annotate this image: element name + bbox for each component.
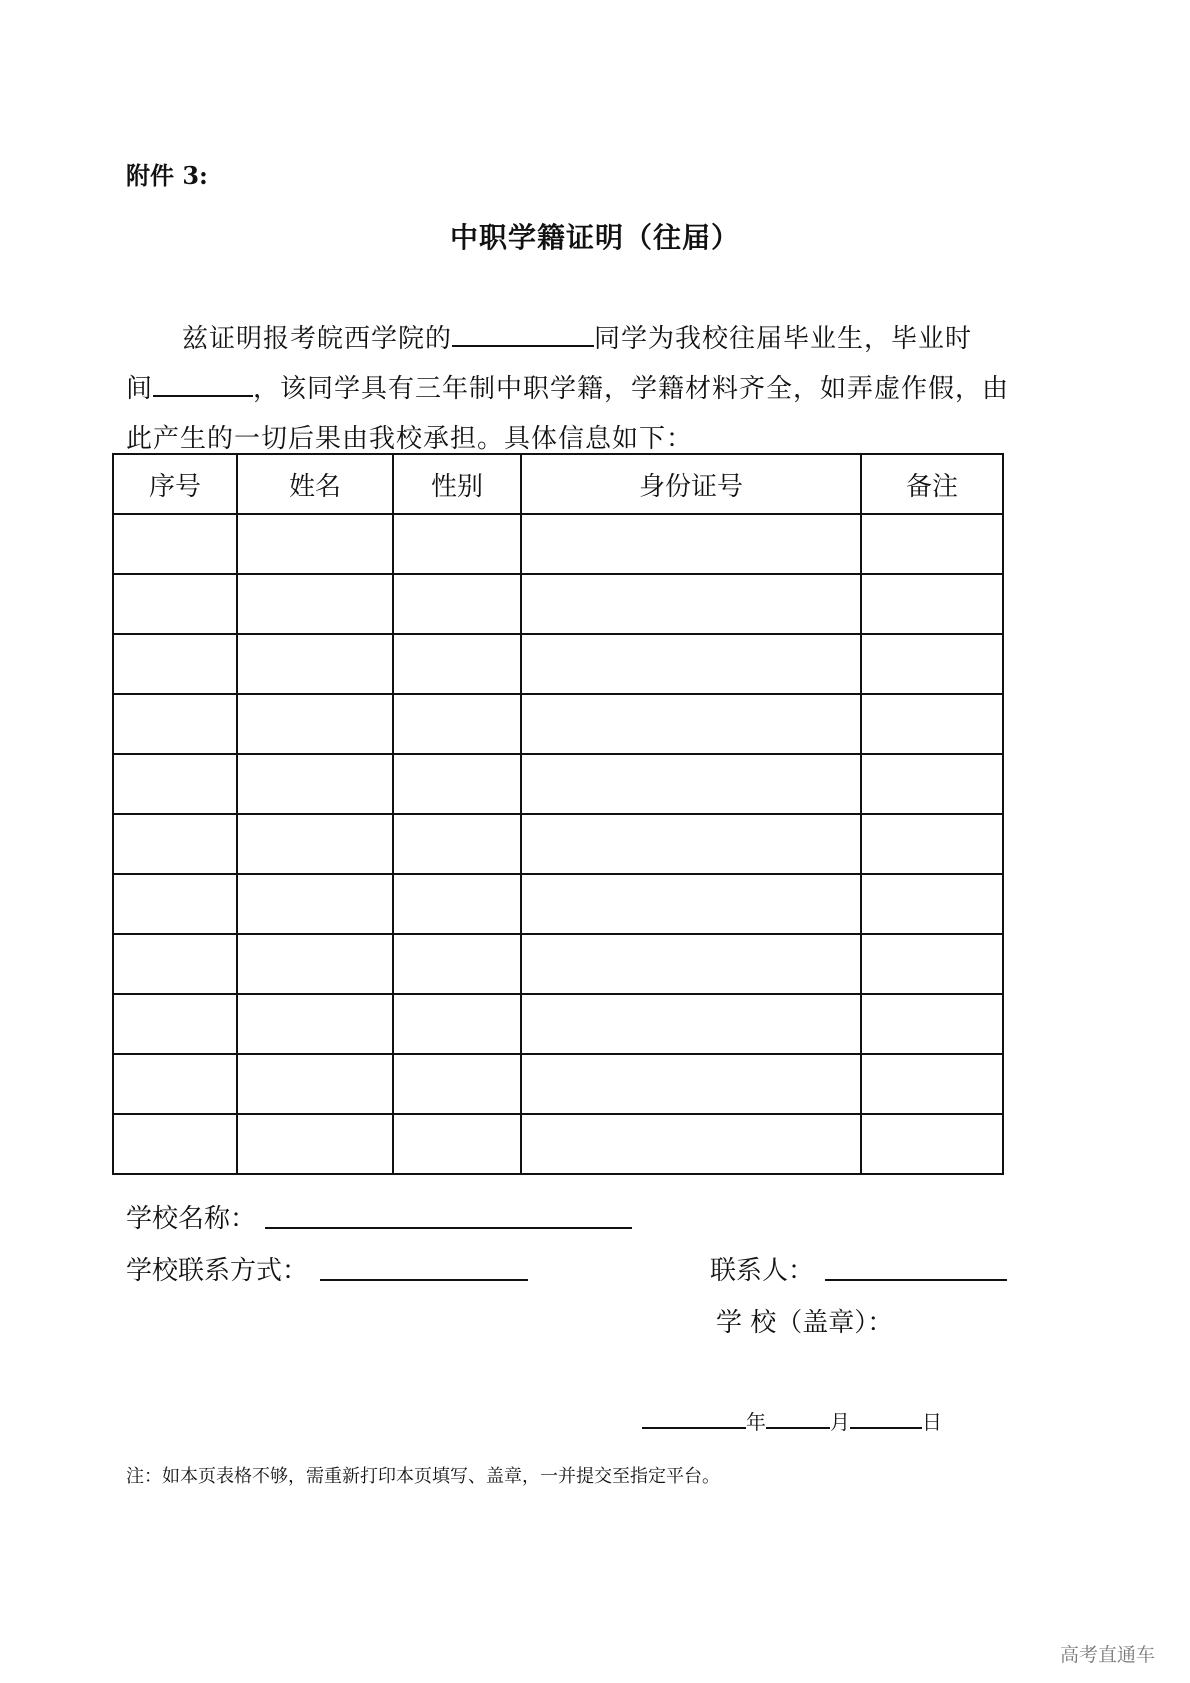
student-name-blank[interactable] [452,321,594,347]
table-header-row [113,454,1003,514]
cell-remarks[interactable] [861,874,1003,934]
cell-index[interactable] [113,814,237,874]
cell-name[interactable] [237,694,393,754]
cell-remarks[interactable] [861,514,1003,574]
cell-index[interactable] [113,754,237,814]
body-text: 间 [126,374,154,404]
cell-gender[interactable] [393,634,521,694]
cell-gender[interactable] [393,694,521,754]
table-row [113,754,1003,814]
table-row [113,574,1003,634]
day-blank[interactable] [850,1407,922,1429]
cell-remarks[interactable] [861,1114,1003,1174]
cell-gender[interactable] [393,994,521,1054]
cell-remarks[interactable] [861,694,1003,754]
document-title: 中职学籍证明（往届） [449,221,740,254]
cell-id-number[interactable] [521,694,861,754]
body-text: 兹证明报考皖西学院的 [182,324,453,354]
cell-name[interactable] [237,634,393,694]
day-label: 日 [922,1410,942,1434]
cell-id-number[interactable] [521,574,861,634]
cell-remarks[interactable] [861,574,1003,634]
cell-name[interactable] [237,754,393,814]
cell-index[interactable] [113,694,237,754]
column-header-index: 序号 [113,454,237,514]
column-header-gender: 性别 [393,454,521,514]
school-stamp-label: 学 校（盖章）： [716,1308,894,1338]
cell-gender[interactable] [393,574,521,634]
cell-gender[interactable] [393,934,521,994]
table-row [113,814,1003,874]
cell-id-number[interactable] [521,514,861,574]
cell-remarks[interactable] [861,814,1003,874]
table-row [113,514,1003,574]
cell-id-number[interactable] [521,754,861,814]
cell-index[interactable] [113,874,237,934]
cell-gender[interactable] [393,754,521,814]
body-line-3: 此产生的一切后果由我校承担。具体信息如下： [126,424,694,454]
table-row [113,1114,1003,1174]
year-blank[interactable] [642,1407,746,1429]
student-info-table [112,453,1004,1175]
school-contact-field[interactable] [320,1279,528,1281]
cell-name[interactable] [237,514,393,574]
date-line [642,1406,942,1435]
cell-gender[interactable] [393,874,521,934]
cell-gender[interactable] [393,1114,521,1174]
cell-id-number[interactable] [521,1054,861,1114]
body-text: ，该同学具有三年制中职学籍，学籍材料齐全，如弄虚作假，由 [253,374,1010,404]
cell-index[interactable] [113,514,237,574]
body-text: 同学为我校往届毕业生，毕业时 [594,324,973,354]
month-label: 月 [830,1410,850,1434]
cell-index[interactable] [113,1114,237,1174]
column-header-remarks: 备注 [861,454,1003,514]
year-label: 年 [746,1410,766,1434]
cell-remarks[interactable] [861,754,1003,814]
cell-name[interactable] [237,1114,393,1174]
body-line-2 [126,368,1009,405]
cell-id-number[interactable] [521,994,861,1054]
cell-remarks[interactable] [861,1054,1003,1114]
contact-person-label: 联系人： [710,1256,815,1286]
cell-id-number[interactable] [521,934,861,994]
watermark: 高考直通车 [1060,1644,1156,1666]
cell-index[interactable] [113,634,237,694]
cell-name[interactable] [237,934,393,994]
cell-name[interactable] [237,994,393,1054]
cell-id-number[interactable] [521,874,861,934]
cell-id-number[interactable] [521,814,861,874]
cell-index[interactable] [113,994,237,1054]
cell-gender[interactable] [393,514,521,574]
school-contact-label: 学校联系方式： [126,1256,309,1286]
table-row [113,874,1003,934]
cell-index[interactable] [113,1054,237,1114]
school-name-label: 学校名称： [126,1204,257,1234]
cell-remarks[interactable] [861,994,1003,1054]
cell-gender[interactable] [393,814,521,874]
cell-id-number[interactable] [521,634,861,694]
column-header-name: 姓名 [237,454,393,514]
cell-name[interactable] [237,574,393,634]
graduation-time-blank[interactable] [153,371,253,397]
school-name-field[interactable] [265,1227,632,1229]
cell-index[interactable] [113,934,237,994]
cell-remarks[interactable] [861,934,1003,994]
attachment-label: 附件 3: [126,161,208,190]
cell-name[interactable] [237,814,393,874]
cell-id-number[interactable] [521,1114,861,1174]
column-header-id-number: 身份证号 [521,454,861,514]
cell-index[interactable] [113,574,237,634]
cell-name[interactable] [237,1054,393,1114]
table-row [113,934,1003,994]
cell-name[interactable] [237,874,393,934]
cell-remarks[interactable] [861,634,1003,694]
cell-gender[interactable] [393,1054,521,1114]
footnote: 注：如本页表格不够，需重新打印本页填写、盖章，一并提交至指定平台。 [126,1466,720,1487]
table-row [113,634,1003,694]
body-line-1 [182,318,972,355]
table-row [113,994,1003,1054]
table-row [113,1054,1003,1114]
table-row [113,694,1003,754]
contact-person-field[interactable] [825,1279,1007,1281]
month-blank[interactable] [766,1407,830,1429]
